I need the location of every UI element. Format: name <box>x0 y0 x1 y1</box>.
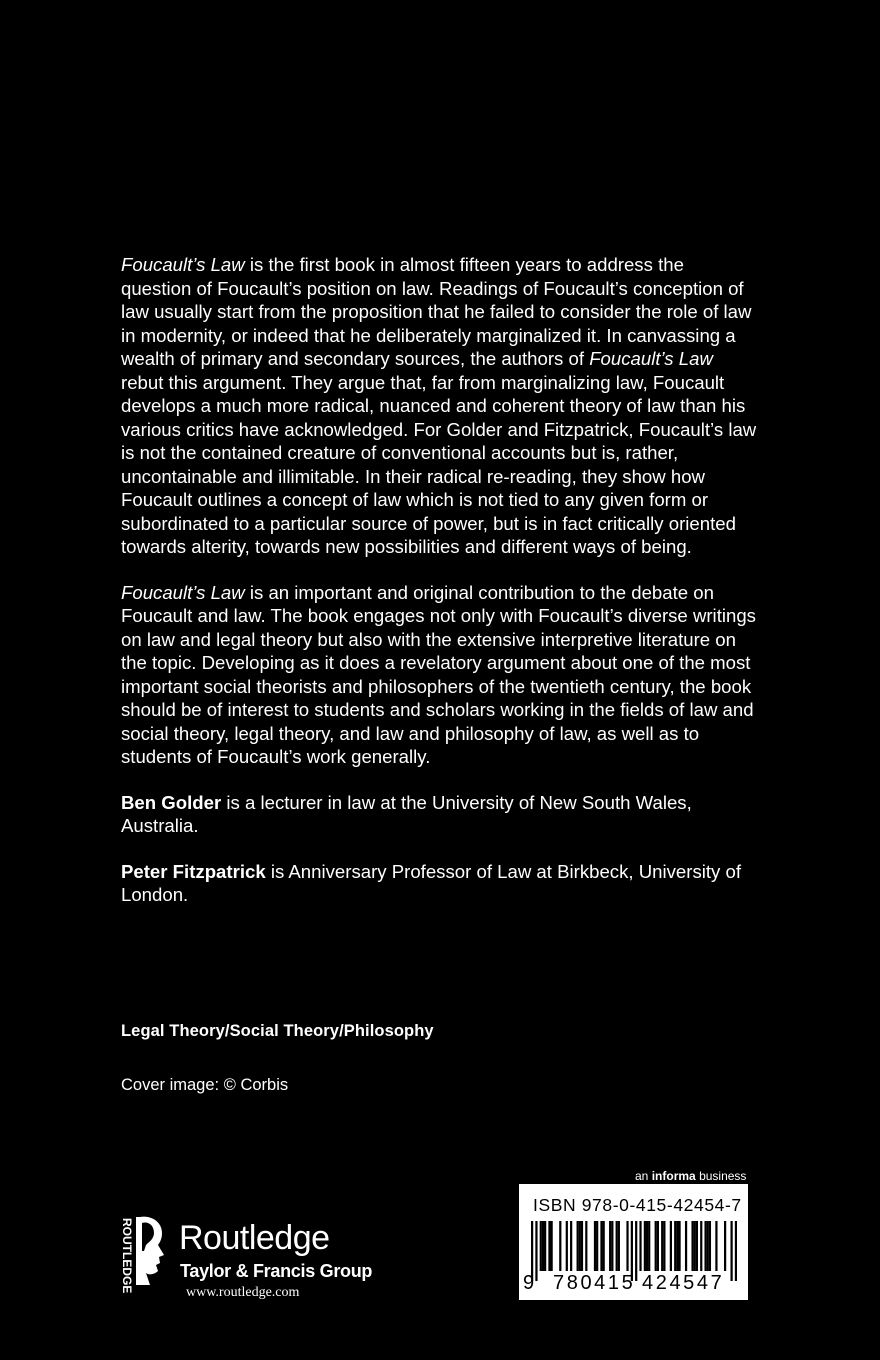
barcode-bar <box>577 1221 579 1271</box>
barcode-bar <box>715 1221 717 1271</box>
book-title-italic: Foucault’s Law <box>121 581 245 603</box>
back-cover-blurb <box>121 253 757 929</box>
blurb-paragraph-1 <box>121 253 757 559</box>
blurb-paragraph-2 <box>121 581 757 769</box>
barcode-bar <box>644 1221 646 1271</box>
barcode-bar <box>657 1221 659 1271</box>
barcode-bar <box>685 1221 687 1271</box>
barcode-bar <box>707 1221 709 1271</box>
subject-category: Legal Theory/Social Theory/Philosophy <box>121 1022 434 1040</box>
blurb-paragraph-1-text-a: is the first book in almost fifteen years to address the question of Foucault’s position on law. Readings of Foucault’s conception of law usually start from the proposition that he failed to consider the role of law in modernity, or indeed that he deliberately marginalized it. In canvassing a wealth of primary and secondary sources, the authors of <box>121 254 752 369</box>
barcode-bar <box>579 1221 581 1271</box>
barcode-bar <box>535 1221 537 1281</box>
barcode-bar <box>655 1221 657 1271</box>
barcode-bar <box>735 1221 737 1281</box>
routledge-head-logo-icon <box>134 1215 170 1287</box>
barcode-bar <box>694 1221 696 1271</box>
author-bio-text: is Anniversary Professor of Law at Birkbeck, University of London. <box>121 860 742 905</box>
barcode-digits-right: 424547 <box>642 1272 725 1294</box>
barcode-bar <box>585 1221 587 1271</box>
barcode-bar <box>611 1221 613 1271</box>
author-name: Ben Golder <box>121 791 222 813</box>
barcode-digits-left: 780415 <box>553 1272 636 1294</box>
barcode-bar <box>691 1221 693 1271</box>
barcode-bar <box>676 1221 678 1271</box>
barcode-bar <box>635 1221 637 1281</box>
isbn-label: ISBN 978-0-415-42454-7 <box>533 1195 742 1215</box>
barcode-bar <box>581 1221 583 1271</box>
barcode-bar <box>696 1221 698 1271</box>
barcode-bar <box>540 1221 542 1271</box>
barcode-bar <box>724 1221 726 1271</box>
barcode-bar <box>570 1221 572 1271</box>
barcode-bar <box>648 1221 650 1271</box>
informa-brand: informa <box>651 1169 696 1183</box>
informa-prefix: an <box>635 1169 649 1183</box>
informa-tagline <box>635 1169 746 1183</box>
barcode-bar <box>566 1221 568 1271</box>
author-bio-fitzpatrick <box>121 860 757 907</box>
barcode-bar <box>544 1221 546 1271</box>
barcode-bar <box>700 1221 702 1271</box>
barcode-bar <box>663 1221 665 1271</box>
barcode-bar <box>661 1221 663 1271</box>
barcode-bar <box>616 1221 618 1271</box>
barcode-bar <box>730 1221 732 1281</box>
barcode-bar <box>609 1221 611 1271</box>
isbn-barcode <box>519 1184 748 1300</box>
barcode-bar <box>626 1221 628 1271</box>
cover-image-credit: Cover image: © Corbis <box>121 1076 289 1094</box>
barcode-bar <box>596 1221 598 1271</box>
barcode-bar <box>559 1221 561 1271</box>
blurb-paragraph-2-text: is an important and original contribution to the debate on Foucault and law. The book engages not only with Foucault’s diverse writings on law and legal theory but also with the extensive interpretive literature on the topic. Developing as it does a revelatory argument about one of the most important social theorists and philosophers of the twentieth century, the book should be of interest to students and scholars working in the fields of law and social theory, legal theory, and law and philosophy of law, as well as to students of Foucault’s work generally. <box>121 581 756 767</box>
barcode-bar <box>678 1221 680 1271</box>
barcode-bar <box>646 1221 648 1271</box>
barcode-bar <box>594 1221 596 1271</box>
author-bio-golder <box>121 791 757 838</box>
barcode-bar <box>603 1221 605 1271</box>
barcode-bar <box>600 1221 602 1271</box>
publisher-group: Taylor & Francis Group <box>180 1261 373 1281</box>
barcode-bar <box>674 1221 676 1271</box>
blurb-paragraph-1-text-b: rebut this argument. They argue that, far from marginalizing law, Foucault develops a much more radical, nuanced and coherent theory of law than his various critics have acknowledged. For Golder and Fitzpatrick, Foucault’s law is not the contained creature of conventional accounts but is, rather, uncontainable and illimitable. In their radical re-reading, they show how Foucault outlines a concept of law which is not tied to any given form or subordinated to a particular source of power, but is in fact critically oriented towards alterity, towards new possibilities and different ways of being. <box>121 371 757 557</box>
barcode-bar <box>704 1221 706 1271</box>
barcode-bar <box>542 1221 544 1271</box>
barcode-bar <box>618 1221 620 1271</box>
barcode-bar <box>639 1221 641 1271</box>
barcode-bar <box>551 1221 553 1271</box>
publisher-name: Routledge <box>179 1219 330 1257</box>
informa-suffix: business <box>699 1169 747 1183</box>
barcode-lead-digit: 9 <box>523 1272 535 1294</box>
book-title-italic: Foucault’s Law <box>121 254 245 275</box>
barcode-bar <box>670 1221 672 1271</box>
barcode-bar <box>548 1221 550 1271</box>
book-title-italic: Foucault’s Law <box>589 348 713 369</box>
author-name: Peter Fitzpatrick <box>121 860 266 882</box>
publisher-url: www.routledge.com <box>186 1285 300 1300</box>
routledge-vertical-wordmark: ROUTLEDGE <box>120 1218 134 1294</box>
barcode-bar <box>709 1221 711 1271</box>
author-bio-text: is a lecturer in law at the University of New South Wales, Australia. <box>121 791 692 836</box>
